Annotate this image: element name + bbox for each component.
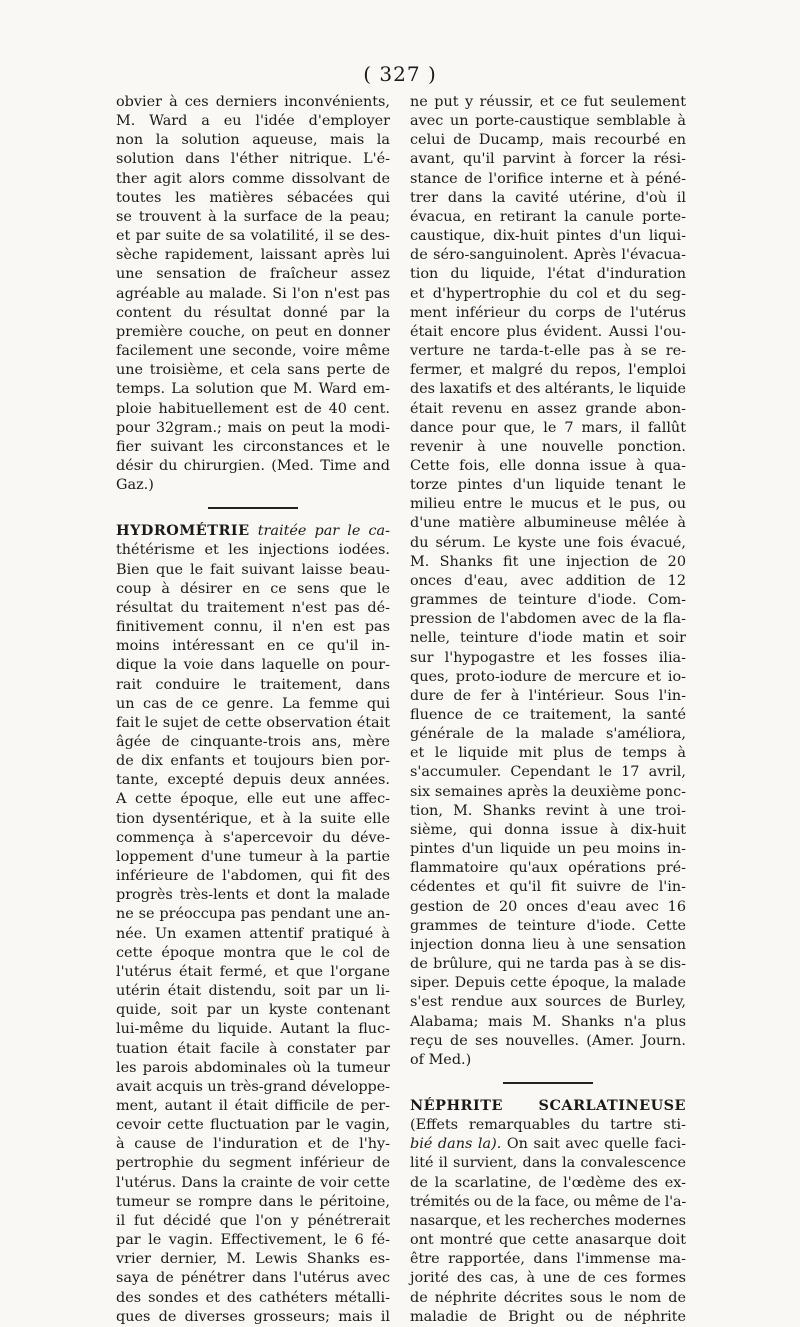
text-line: désir du chirurgien. (Med. Time and — [116, 457, 390, 474]
text-line: être rapportée, dans l'immense ma- — [410, 1251, 686, 1268]
text-line: était revenu en assez grande abon- — [410, 400, 686, 417]
text-line: sième, qui donna issue à dix-huit — [410, 821, 686, 838]
heading-subtitle: traitée par le ca- — [257, 523, 390, 540]
text-line: caustique, dix-huit pintes d'un liqui- — [410, 228, 686, 245]
text-line: agréable au malade. Si l'on n'est pas — [116, 285, 390, 302]
text-line: grammes de teinture d'iode. Cette — [410, 917, 686, 934]
text-line: l'utérus. Dans la crainte de voir cette — [116, 1174, 390, 1191]
text-line: pintes d'un liquide un peu moins in- — [410, 841, 686, 858]
text-line: de séro-sanguinolent. Après l'évacua- — [410, 247, 686, 264]
text-line: ques de diverses grosseurs; mais il — [116, 1308, 390, 1325]
text-line: pertrophie du segment inférieur de — [116, 1155, 390, 1172]
heading-title: NÉPHRITE SCARLATINEUSE — [410, 1096, 686, 1114]
text-line: Bien que le fait suivant laisse beau- — [116, 561, 390, 578]
text-line: de dix enfants et toujours bien por- — [116, 753, 390, 770]
text-line: et le liquide mit plus de temps à — [410, 745, 686, 762]
paragraph-ward — [116, 93, 390, 476]
text-line: M. Ward a eu l'idée d'employer — [116, 113, 390, 130]
text-line: tion du liquide, l'état d'induration — [410, 266, 686, 283]
text-line: fluence de ce traitement, la santé — [410, 707, 686, 723]
text-fragment: On sait avec quelle faci- — [506, 1136, 687, 1153]
text-line: d'une matière albumineuse mêlée à — [410, 515, 686, 532]
section-divider — [208, 507, 298, 509]
text-line: reçu de ses nouvelles. (Amer. Journ. — [410, 1032, 686, 1049]
section-heading-nephrite — [410, 1096, 686, 1116]
text-line: lité il survient, dans la convalescence — [410, 1155, 686, 1172]
paragraph-nephrite — [410, 1154, 686, 1326]
text-line: obvier à ces derniers inconvénients, — [116, 94, 390, 110]
text-line: grammes de teinture d'iode. Com- — [410, 592, 686, 609]
section-divider — [503, 1082, 593, 1084]
text-line: et d'hypertrophie du col et du seg- — [410, 285, 686, 302]
text-line: l'utérus était fermé, et que l'organe — [116, 963, 390, 980]
text-line: des sondes et des cathéters métalli- — [116, 1289, 390, 1306]
text-line: content du résultat donné par la — [116, 304, 390, 321]
text-line: fermer, et malgré du repos, l'emploi — [410, 362, 686, 379]
text-line: ment, autant il était difficile de per- — [116, 1097, 390, 1114]
text-line: tuation était facile à constater par — [116, 1040, 390, 1057]
text-line: tumeur se rompre dans le péritoine, — [116, 1193, 390, 1210]
text-line: torze pintes d'un liquide tenant le — [410, 477, 686, 494]
text-line: of Med.) — [410, 1051, 472, 1068]
text-line: temps. La solution que M. Ward em- — [116, 381, 390, 398]
text-line: dure de fer à l'intérieur. Sous l'in- — [410, 687, 686, 704]
text-line: avait acquis un très-grand développe- — [116, 1078, 390, 1095]
text-line: verture ne tarda-t-elle pas à se re- — [410, 343, 686, 360]
text-line: finitivement connu, il n'en est pas — [116, 619, 390, 636]
text-line: un cas de ce genre. La femme qui — [116, 695, 390, 712]
text-line: des laxatifs et des altérants, le liquide — [410, 381, 686, 398]
text-line: s'accumuler. Cependant le 17 avril, — [410, 764, 686, 781]
text-line: par le vagin. Effectivement, le 6 fé- — [116, 1232, 390, 1249]
text-line: Cette fois, elle donna issue à qua- — [410, 457, 686, 474]
text-line: loppement d'une tumeur à la partie — [116, 848, 390, 865]
text-line: née. Un examen attentif pratiqué à — [116, 925, 390, 942]
text-line: résultat du traitement n'est pas dé- — [116, 599, 390, 616]
text-line: de brûlure, qui ne tarda pas à se dis- — [410, 956, 686, 973]
text-line: ment inférieur du corps de l'utérus — [410, 304, 686, 321]
text-line: moins intéressant en ce qu'il in- — [116, 638, 390, 655]
right-column — [410, 93, 686, 1327]
text-line: tion, M. Shanks revint à une troi- — [410, 802, 686, 819]
text-line: s'est rendue aux sources de Burley, — [410, 994, 686, 1011]
text-line: jorité des cas, à une de ces formes — [410, 1270, 686, 1287]
text-line: non la solution aqueuse, mais la — [116, 132, 390, 149]
page-number: ( 327 ) — [363, 62, 437, 86]
paragraph-hydrometrie-cont — [410, 93, 686, 1051]
text-line: toutes les matières sébacées qui — [116, 189, 390, 206]
text-line: de la scarlatine, de l'œdème des ex- — [410, 1174, 686, 1191]
text-line: saya de pénétrer dans l'utérus avec — [116, 1270, 390, 1287]
text-line: sur l'hypogastre et les fosses ilia- — [410, 649, 686, 666]
text-line: dance pour que, le 7 mars, il fallût — [410, 419, 686, 436]
text-line: première couche, on peut en donner — [116, 323, 390, 340]
text-line: facilement une seconde, voire même — [116, 343, 390, 360]
text-line: gestion de 20 onces d'eau avec 16 — [410, 898, 686, 915]
heading-title: HYDROMÉTRIE — [116, 522, 250, 540]
text-line: générale de la malade s'améliora, — [410, 726, 686, 743]
text-line: nasarque, et les recherches modernes — [410, 1212, 686, 1229]
text-line: âgée de cinquante-trois ans, mère — [116, 734, 390, 750]
text-line: à cause de l'induration et de l'hy- — [116, 1136, 390, 1153]
text-line: cédentes et qu'il fit suivre de l'in- — [410, 879, 686, 896]
section-heading-hydrometrie — [116, 521, 390, 541]
text-line: ont montré que cette anasarque doit — [410, 1232, 686, 1249]
text-line: se trouvent à la surface de la peau; — [116, 208, 390, 225]
text-line: et par suite de sa volatilité, il se des- — [116, 228, 390, 245]
text-line: une troisième, et cela sans perte de — [116, 362, 390, 379]
text-line: maladie de Bright ou de néphrite — [410, 1308, 686, 1325]
text-line: siper. Depuis cette époque, la malade — [410, 975, 686, 992]
text-line: Alabama; mais M. Shanks n'a plus — [410, 1013, 686, 1030]
paragraph-hydrometrie — [116, 561, 390, 1327]
text-line: vrier dernier, M. Lewis Shanks es- — [116, 1251, 390, 1268]
text-line: évacua, en retirant la canule porte- — [410, 208, 686, 225]
text-line: tante, excepté depuis deux années. — [116, 772, 390, 789]
text-line: avec un porte-caustique semblable à — [410, 113, 686, 130]
text-line: dique la voie dans laquelle on pour- — [116, 657, 390, 674]
text-line: solution dans l'éther nitrique. L'é- — [116, 151, 390, 168]
text-line: il fut décidé que l'on y pénétrerait — [116, 1212, 390, 1229]
text-line: avant, qu'il parvint à forcer la rési- — [410, 151, 686, 168]
text-line: cette époque montra que le col de — [116, 944, 390, 961]
text-line: commença à s'apercevoir du déve- — [116, 829, 390, 846]
text-line: progrès très-lents et dont la malade — [116, 887, 390, 904]
text-line: rait conduire le traitement, dans — [116, 676, 390, 693]
text-line: ne put y réussir, et ce fut seulement — [410, 94, 686, 110]
text-line: fier suivant les circonstances et le — [116, 438, 390, 455]
left-column — [116, 93, 390, 1327]
text-line: flammatoire qu'aux opérations pré- — [410, 860, 686, 877]
text-line: tion dysentérique, et à la suite elle — [116, 810, 390, 827]
text-line: revenir à une nouvelle ponction. — [410, 438, 686, 455]
text-line: M. Shanks fit une injection de 20 — [410, 553, 686, 570]
text-line: celui de Ducamp, mais recourbé en — [410, 132, 686, 149]
text-line: cevoir cette fluctuation par le vagin, — [116, 1117, 390, 1134]
text-line: de néphrite décrites sous le nom de — [410, 1289, 686, 1306]
heading-subtitle: (Effets remarquables du tartre sti- — [410, 1117, 686, 1134]
text-line: trémités ou de la face, ou même de l'a- — [410, 1193, 686, 1210]
heading-subtitle-cont: bié dans la). — [410, 1136, 502, 1153]
text-line: ne se préoccupa pas pendant une an- — [116, 906, 390, 923]
text-line: quide, soit par un kyste contenant — [116, 1002, 390, 1019]
text-line: était encore plus évident. Aussi l'ou- — [410, 323, 686, 340]
text-line: ther agit alors comme dissolvant de — [116, 170, 390, 187]
text-line: injection donna lieu à une sensation — [410, 936, 686, 953]
text-line: les parois abdominales où la tumeur — [116, 1059, 390, 1076]
text-line: du sérum. Le kyste une fois évacué, — [410, 534, 686, 551]
text-line: milieu entre le mucus et le pus, ou — [410, 496, 686, 513]
text-line: ques, proto-iodure de mercure et io- — [410, 668, 686, 685]
text-line — [410, 1135, 686, 1154]
text-line: onces d'eau, avec addition de 12 — [410, 572, 686, 589]
text-line: A cette époque, elle eut une affec- — [116, 791, 390, 808]
text-line: lui-même du liquide. Autant la fluc- — [116, 1021, 390, 1038]
text-line: stance de l'orifice interne et à péné- — [410, 170, 686, 187]
text-line: coup à désirer en ce sens que le — [116, 580, 390, 597]
text-line: Gaz.) — [116, 477, 154, 494]
text-line: utérin était distendu, soit par un li- — [116, 983, 390, 1000]
text-line: fait le sujet de cette observation était — [116, 714, 390, 731]
text-line: une sensation de fraîcheur assez — [116, 266, 390, 283]
text-line: sèche rapidement, laissant après lui — [116, 247, 390, 264]
text-line: six semaines après la deuxième ponc- — [410, 783, 686, 800]
text-line: nelle, teinture d'iode matin et soir — [410, 630, 686, 647]
heading-subtitle-cont: thétérisme et les injections iodées. — [116, 542, 390, 559]
text-line: pour 32gram.; mais on peut la modi- — [116, 419, 390, 436]
text-line: trer dans la cavité utérine, d'où il — [410, 189, 686, 206]
text-line: pression de l'abdomen avec de la fla- — [410, 611, 686, 628]
text-line: inférieure de l'abdomen, qui fit des — [116, 868, 390, 885]
text-line: ploie habituellement est de 40 cent. — [116, 400, 390, 417]
